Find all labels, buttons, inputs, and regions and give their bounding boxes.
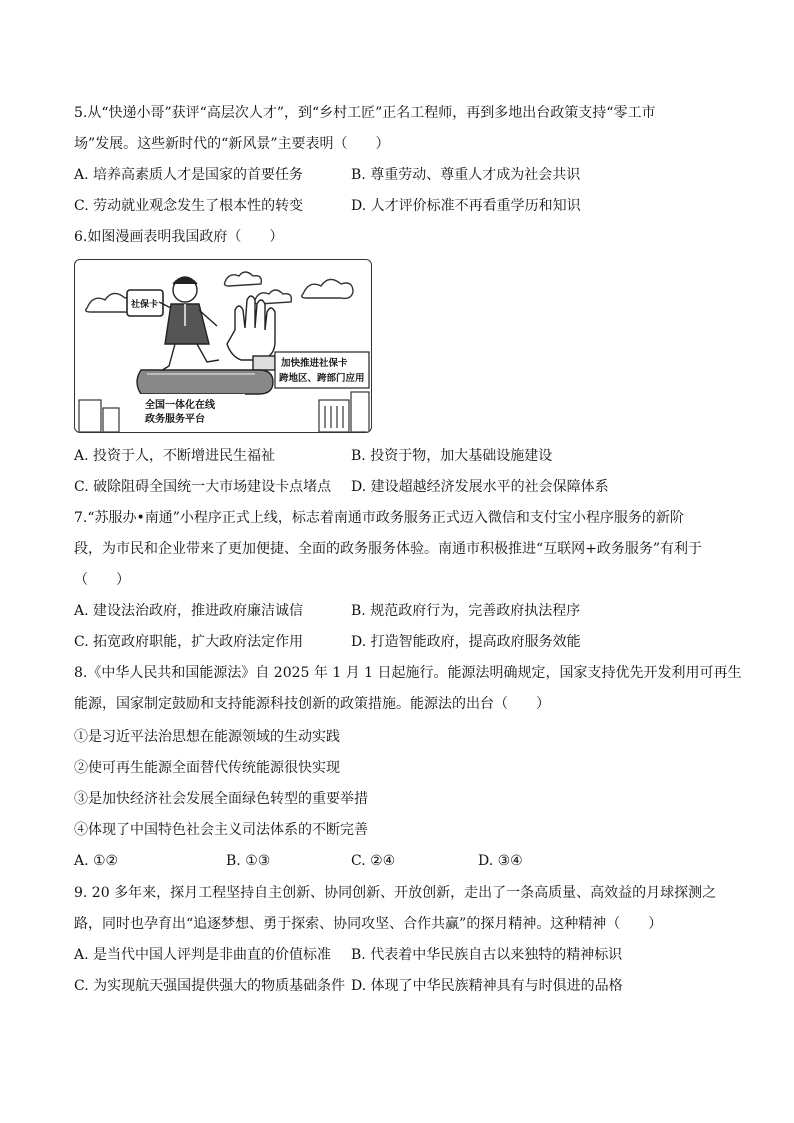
q5-option-a[interactable]: A. 培养高素质人才是国家的首要任务: [74, 167, 304, 183]
q9-stem-line-2: 路，同时也孕育出“追逐梦想、勇于探索、协同攻坚、合作共赢”的探月精神。这种精神（ ）: [74, 916, 663, 932]
q7-option-a[interactable]: A. 建设法治政府，推进政府廉洁诚信: [74, 603, 304, 619]
hand-icon: [227, 296, 275, 370]
q8-stem-line-1: 8.《中华人民共和国能源法》自 2025 年 1 月 1 日起施行。能源法明确规定，国家支持优先开发利用可再生: [74, 665, 742, 681]
q9-stem-line-1: 9. 20 多年来，探月工程坚持自主创新、协同创新、开放创新，走出了一条高质量、高效益的月球探测之: [74, 885, 717, 901]
q6-cartoon: [74, 259, 372, 433]
q7-option-b[interactable]: B. 规范政府行为，完善政府执法程序: [351, 603, 581, 619]
q7-stem-line-1: 7.“苏服办•南通”小程序正式上线，标志着南通市政务服务正式迈入微信和支付宝小程序服务的新阶: [74, 510, 684, 526]
q8-statement-3: ③是加快经济社会发展全面绿色转型的重要举措: [74, 791, 368, 807]
q9-option-d[interactable]: D. 体现了中华民族精神具有与时俱进的品格: [351, 978, 623, 994]
q6-option-b[interactable]: B. 投资于物，加大基础设施建设: [351, 448, 553, 464]
social-security-card-icon: [127, 290, 163, 316]
q8-stem-line-2: 能源，国家制定鼓励和支持能源科技创新的政策措施。能源法的出台（ ）: [74, 696, 550, 712]
q7-option-d[interactable]: D. 打造智能政府，提高政府服务效能: [351, 634, 581, 650]
policy-sign: [275, 352, 369, 388]
cartoon-illustration: [75, 260, 371, 432]
service-platform: [137, 370, 273, 394]
q5-stem-line-1: 5.从“快递小哥”获评“高层次人才”，到“乡村工匠”正名工程师，再到多地出台政策支持“零工市: [74, 105, 656, 121]
q6-option-c[interactable]: C. 破除阻碍全国统一大市场建设卡点堵点: [74, 479, 332, 495]
q8-statement-4: ④体现了中国特色社会主义司法体系的不断完善: [74, 822, 368, 838]
q5-option-d[interactable]: D. 人才评价标准不再看重学历和知识: [351, 198, 581, 214]
q6-option-d[interactable]: D. 建设超越经济发展水平的社会保障体系: [351, 479, 609, 495]
q6-stem-line-1: 6.如图漫画表明我国政府（ ）: [74, 229, 284, 245]
platform-label-line-2: 政务服务平台: [145, 414, 205, 425]
card-label: 社保卡: [131, 300, 159, 310]
q8-option-a[interactable]: A. ①②: [74, 853, 119, 869]
q5-stem-line-2: 场”发展。这些新时代的“新风景”主要表明（ ）: [74, 136, 390, 152]
q9-option-b[interactable]: B. 代表着中华民族自古以来独特的精神标识: [351, 947, 623, 963]
cloud-icon: [86, 272, 353, 312]
person-figure: [159, 277, 219, 372]
q9-option-c[interactable]: C. 为实现航天强国提供强大的物质基础条件: [74, 978, 346, 994]
q7-stem-line-2: 段，为市民和企业带来了更加便捷、全面的政务服务体验。南通市积极推进“互联网+政务服务”有利于: [74, 541, 703, 557]
q8-statement-2: ②使可再生能源全面替代传统能源很快实现: [74, 760, 340, 776]
q6-option-a[interactable]: A. 投资于人，不断增进民生福祉: [74, 448, 276, 464]
q8-option-d[interactable]: D. ③④: [478, 853, 523, 869]
q9-option-a[interactable]: A. 是当代中国人评判是非曲直的价值标准: [74, 947, 332, 963]
q5-option-b[interactable]: B. 尊重劳动、尊重人才成为社会共识: [351, 167, 581, 183]
hand-label-line-1: 加快推进社保卡: [281, 358, 348, 369]
hand-label-line-2: 跨地区、跨部门应用: [279, 373, 365, 384]
q5-option-c[interactable]: C. 劳动就业观念发生了根本性的转变: [74, 198, 304, 214]
q7-option-c[interactable]: C. 拓宽政府职能，扩大政府法定作用: [74, 634, 304, 650]
q8-option-b[interactable]: B. ①③: [226, 853, 271, 869]
q8-statement-1: ①是习近平法治思想在能源领域的生动实践: [74, 729, 340, 745]
platform-label-line-1: 全国一体化在线: [145, 400, 215, 411]
q7-stem-line-3: （ ）: [74, 572, 130, 588]
platform-label-box: [135, 394, 245, 426]
q8-option-c[interactable]: C. ②④: [351, 853, 396, 869]
